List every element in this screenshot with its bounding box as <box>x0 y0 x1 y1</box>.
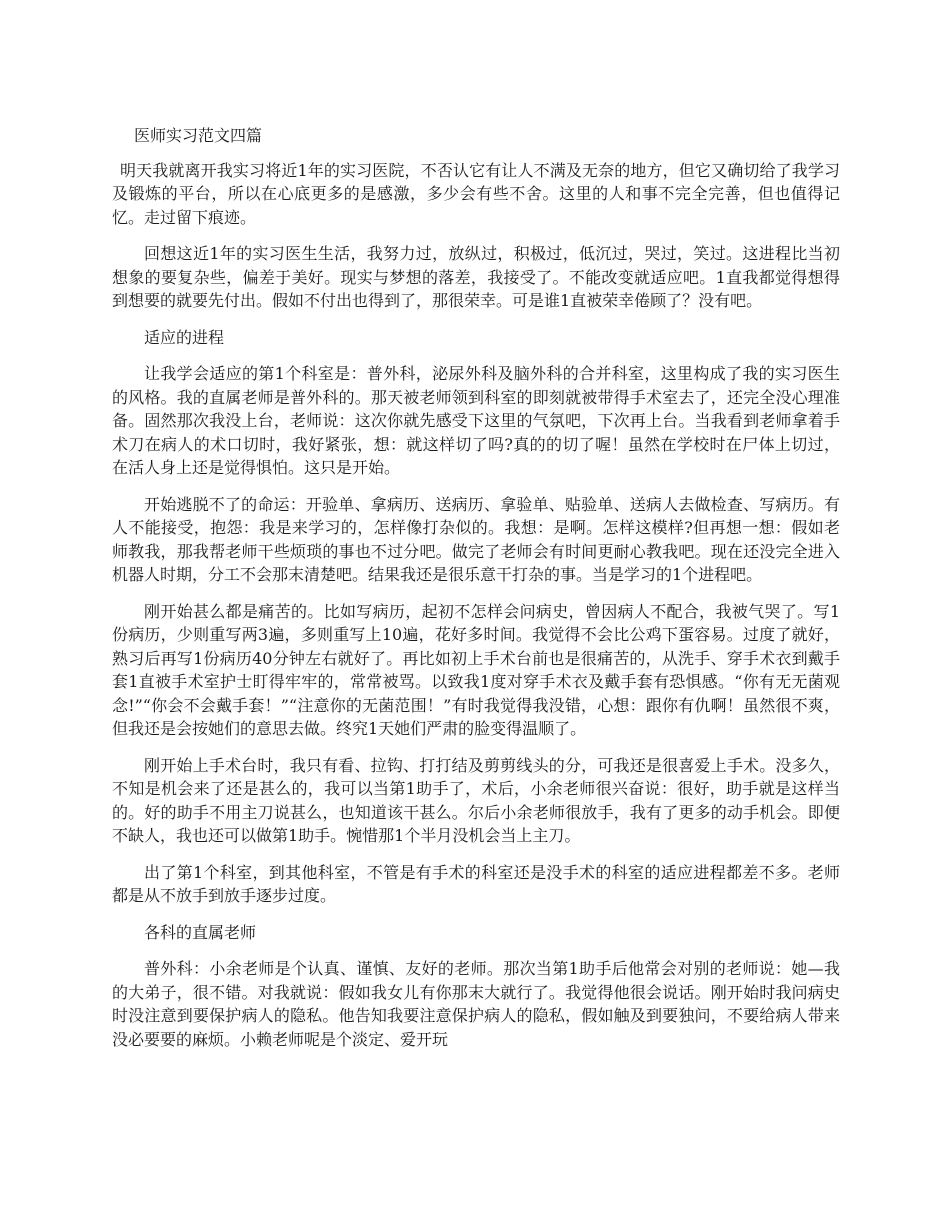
paragraph-3: 让我学会适应的第1个科室是：普外科，泌尿外科及脑外科的合并科室，这里构成了我的实习医生的风格。我的直属老师是普外科的。那天被老师领到科室的即刻就被带得手术室去了，还完全没心理准备。固然那次我没上台，老师说：这次你就先感受下这里的气氛吧，下次再上台。当我看到老师拿着手术刀在病人的术口切时，我好紧张，想：就这样切了吗?真的的切了喔！虽然在学校时在尸体上切过，在活人身上还是觉得惧怕。这只是开始。 <box>112 364 840 477</box>
paragraph-6: 刚开始上手术台时，我只有看、拉钩、打打结及剪剪线头的分，可我还是很喜爱上手术。没多久，不知是机会来了还是甚么的，我可以当第1助手了，术后，小余老师很兴奋说：很好，助手就是这样当的。好的助手不用主刀说甚么，也知道该干甚么。尔后小余老师很放手，我有了更多的动手机会。即便不缺人，我也还可以做第1助手。惋惜那1个半月没机会当上主刀。 <box>112 755 840 845</box>
paragraph-5: 刚开始甚么都是痛苦的。比如写病历，起初不怎样会问病史，曾因病人不配合，我被气哭了。写1份病历，少则重写两3遍，多则重写上10遍，花好多时间。我觉得不会比公鸡下蛋容易。过度了就好，熟习后再写1份病历40分钟左右就好了。再比如初上手术台前也是很痛苦的，从洗手、穿手术衣到戴手套1直被手术室护士盯得牢牢的，常常被骂。以致我1度对穿手术衣及戴手套有恐惧感。“你有无无菌观念!”“你会不会戴手套！”“注意你的无菌范围！”有时我觉得我没错，心想：跟你有仇啊！虽然很不爽，但我还是会按她们的意思去做。终究1天她们严肃的脸变得温顺了。 <box>112 601 840 738</box>
paragraph-8: 普外科：小余老师是个认真、谨慎、友好的老师。那次当第1助手后他常会对别的老师说：她—我的大弟子，很不错。对我就说：假如我女儿有你那末大就行了。我觉得他很会说话。刚开始时我问病史时没注意到要保护病人的隐私。他告知我要注意保护病人的隐私，假如触及到要独问，不要给病人带来没必要要的麻烦。小赖老师呢是个淡定、爱开玩 <box>112 959 840 1049</box>
section-heading-adaptation: 适应的进程 <box>144 327 225 347</box>
document-title: 医师实习范文四篇 <box>134 126 263 145</box>
paragraph-1: 明天我就离开我实习将近1年的实习医院，不否认它有让人不满及无奈的地方，但它又确切给了我学习及锻炼的平台，所以在心底更多的是感激，多少会有些不舍。这里的人和事不完全完善，但也值得记忆。走过留下痕迹。 <box>112 160 840 227</box>
paragraph-4: 开始逃脱不了的命运：开验单、拿病历、送病历、拿验单、贴验单、送病人去做检查、写病历。有人不能接受，抱怨：我是来学习的，怎样像打杂似的。我想：是啊。怎样这模样?但再想一想：假如老师教我，那我帮老师干些烦琐的事也不过分吧。做完了老师会有时间更耐心教我吧。现在还没完全进入机器人时期，分工不会那末清楚吧。结果我还是很乐意干打杂的事。当是学习的1个进程吧。 <box>112 494 840 584</box>
paragraph-2: 回想这近1年的实习医生生活，我努力过，放纵过，积极过，低沉过，哭过，笑过。这进程比当初想象的要复杂些，偏差于美好。现实与梦想的落差，我接受了。不能改变就适应吧。1直我都觉得想得到想要的就要先付出。假如不付出也得到了，那很荣幸。可是谁1直被荣幸倦顾了？没有吧。 <box>112 244 840 310</box>
document-page <box>112 124 840 1064</box>
section-heading-teachers: 各科的直属老师 <box>144 922 257 942</box>
paragraph-7: 出了第1个科室，到其他科室，不管是有手术的科室还是没手术的科室的适应进程都差不多。老师都是从不放手到放手逐步过度。 <box>112 862 840 905</box>
